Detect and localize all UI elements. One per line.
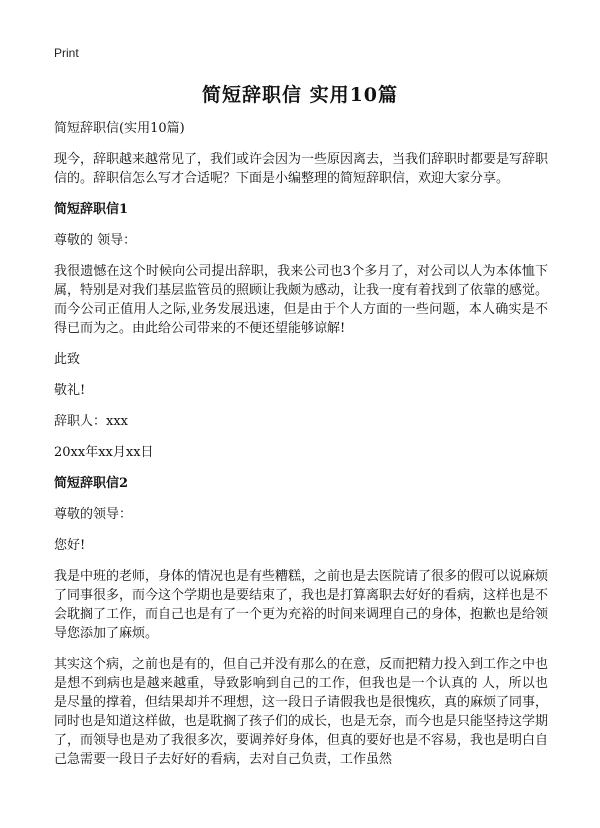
letter-1-heading: 简短辞职信1 — [54, 202, 129, 217]
letter-2-body-1: 我是中班的老师，身体的情况也是有些糟糕，之前也是去医院请了很多的假可以说麻烦了同事很多，而今这个学期也是要结束了，我也是打算离职去好好的看病，这样也是不会耽搁了工作，而自己也是有了一个更为充裕的时间来调理自己的身体，抱歉也是给领导您添加了麻烦。 — [54, 569, 549, 641]
letter-1-salutation: 尊敬的 领导： — [54, 233, 137, 248]
letter-1-date: 20xx年xx月xx日 — [54, 445, 154, 460]
letter-2-heading: 简短辞职信2 — [54, 476, 129, 491]
intro-paragraph: 现今，辞职越来越常见了，我们或许会因为一些原因离去，当我们辞职时都要是写辞职信的。辞职信怎么写才合适呢？下面是小编整理的简短辞职信，欢迎大家分享。 — [54, 152, 549, 186]
letter-2-greeting: 您好! — [54, 538, 86, 553]
print-label: Print — [54, 46, 79, 60]
letter-1-closing-2: 敬礼! — [54, 383, 86, 398]
letter-2-body-2: 其实这个病，之前也是有的，但自己并没有那么的在意，反而把精力投入到工作之中也是想不到病也是越来越重，导致影响到自己的工作，但我也是一个认真的 人，所以也是尽量的撑着，但结果却并不理想，这一段日子请假我也是很愧疚，真的麻烦了同事，同时也是知道这样做，也是耽搁了孩子们的成长，也是无奈，而今也是只能坚持这学期了，而领导也是劝了我很多次，要调养好身体，但真的要好也是不容易，我也是明白自己急需要一段日子去好好的看病，去对自己负责，工作虽然 — [54, 657, 549, 767]
letter-2-salutation: 尊敬的领导： — [54, 507, 133, 522]
letter-1-body: 我很遗憾在这个时候向公司提出辞职，我来公司也3个多月了，对公司以人为本体恤下属，特别是对我们基层监管员的照顾让我颇为感动，让我一度有着找到了依靠的感觉。而今公司正值用人之际,业务发展迅速，但是由于个人方面的一些问题，本人确实是不得已而为之。由此给公司带来的不便还望能够谅解! — [54, 264, 549, 336]
letter-1-closing-1: 此致 — [54, 352, 81, 367]
document-subtitle: 简短辞职信(实用10篇) — [54, 121, 185, 136]
document-content — [54, 119, 548, 781]
letter-1-signature: 辞职人：xxx — [54, 414, 128, 429]
document-title: 简短辞职信 实用10篇 — [201, 84, 399, 106]
